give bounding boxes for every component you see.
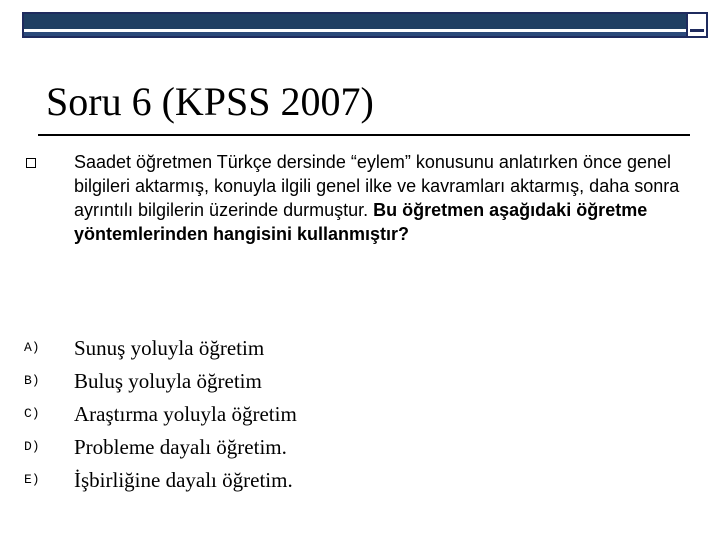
- question-text: [74, 150, 694, 246]
- option-e-letter: E): [24, 472, 40, 487]
- title-underline: [38, 134, 690, 136]
- header-decoration-bar: [22, 12, 708, 38]
- header-bar-end-box: [686, 14, 706, 36]
- option-a-letter: A): [24, 340, 40, 355]
- option-c-letter: C): [24, 406, 40, 421]
- question-prompt: Bu öğretmen aşağıdaki öğretme yöntemlerinden hangisini kullanmıştır?: [74, 200, 648, 244]
- option-c-text[interactable]: Araştırma yoluyla öğretim: [74, 402, 297, 426]
- option-d-letter: D): [24, 439, 40, 454]
- option-a-text[interactable]: Sunuş yoluyla öğretim: [74, 336, 265, 360]
- question-body: Saadet öğretmen Türkçe dersinde “eylem” konusunu anlatırken önce genel bilgileri aktarmış, konuyla ilgili genel ilke ve kavramları aktarmış, daha sonra ayrıntılı bilgilerin üzerinde durmuştur.: [74, 152, 680, 220]
- header-bar-fill: [24, 14, 688, 29]
- header-bar-lower-fill: [24, 32, 688, 36]
- question-bullet-icon: [26, 158, 36, 168]
- option-d-text[interactable]: Probleme dayalı öğretim.: [74, 435, 287, 459]
- option-b-text[interactable]: Buluş yoluyla öğretim: [74, 369, 262, 393]
- option-b-letter: B): [24, 373, 40, 388]
- option-e-text[interactable]: İşbirliğine dayalı öğretim.: [74, 468, 293, 492]
- slide-title: Soru 6 (KPSS 2007): [46, 79, 374, 124]
